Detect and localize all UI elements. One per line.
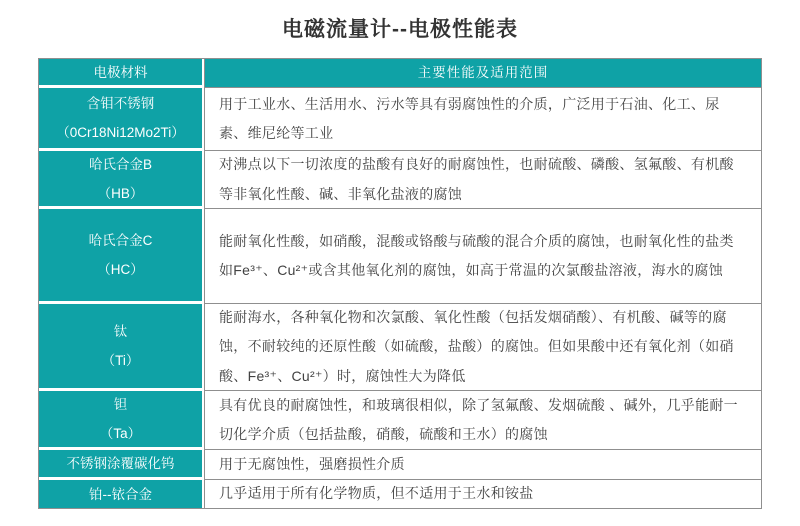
material-name: 哈氏合金C [88,233,153,248]
performance-text: 几乎适用于所有化学物质，但不适用于王水和铵盐 [219,485,534,502]
material-cell-tungsten-carbide-coated [39,450,204,480]
performance-cell [204,480,761,508]
performance-text: 对沸点以下一切浓度的盐酸有良好的耐腐蚀性，也耐硫酸、磷酸、氢氟酸、有机酸等非氧化性酸、碱、非氧化盐液的腐蚀 [219,156,734,202]
material-cell-titanium [39,304,204,391]
material-formula: （0Cr18Ni12Mo2Ti） [56,125,185,140]
performance-cell [204,209,761,304]
material-name: 含钼不锈钢 [86,96,155,111]
material-cell-hastelloy-b [39,151,204,209]
performance-text: 用于无腐蚀性，强磨损性介质 [219,455,405,472]
material-name: 钛 [113,324,128,339]
performance-text: 具有优良的耐腐蚀性，和玻璃很相似，除了氢氟酸、发烟硫酸 、碱外，几乎能耐一切化学介质（包括盐酸，硝酸，硫酸和王水）的腐蚀 [219,396,738,442]
material-cell-molybdenum-stainless [39,88,204,151]
performance-cell [204,304,761,391]
performance-cell [204,450,761,480]
material-formula: （Ta） [99,426,142,441]
material-formula: （Ti） [101,353,140,368]
material-cell-hastelloy-c [39,209,204,304]
performance-cell [204,391,761,450]
header-performance-cell [204,59,761,88]
header-performance-label: 主要性能及适用范围 [417,65,549,80]
page-title: 电磁流量计--电极性能表 [282,18,518,41]
performance-text: 能耐氧化性酸，如硝酸，混酸或铬酸与硫酸的混合介质的腐蚀，也耐氧化性的盐类如Fe³⁺、Cu²⁺或含其他氧化剂的腐蚀，如高于常温的次氯酸盐溶液，海水的腐蚀 [219,232,734,278]
performance-cell [204,88,761,151]
material-name: 铂--铱合金 [89,486,152,502]
electrode-performance-table [38,58,762,509]
performance-text: 能耐海水，各种氧化物和次氯酸、氧化性酸（包括发烟硝酸）、有机酸、碱等的腐蚀，不耐较纯的还原性酸（如硫酸，盐酸）的腐蚀。但如果酸中还有氧化剂（如硝酸、Fe³⁺、Cu²⁺）时，腐蚀性大为降低 [219,308,734,384]
material-formula: （HB） [97,185,144,201]
material-name: 哈氏合金B [88,156,152,172]
material-formula: （HC） [97,262,144,277]
material-name: 钽 [113,397,128,412]
material-name: 不锈钢涂覆碳化钨 [66,456,175,471]
material-cell-tantalum [39,391,204,450]
performance-text: 用于工业水、生活用水、污水等具有弱腐蚀性的介质，广泛用于石油、化工、尿素、维尼纶等工业 [219,95,720,141]
material-cell-platinum-iridium [39,480,204,508]
header-material-cell [39,59,204,88]
performance-cell [204,151,761,209]
header-material-label: 电极材料 [93,64,148,80]
